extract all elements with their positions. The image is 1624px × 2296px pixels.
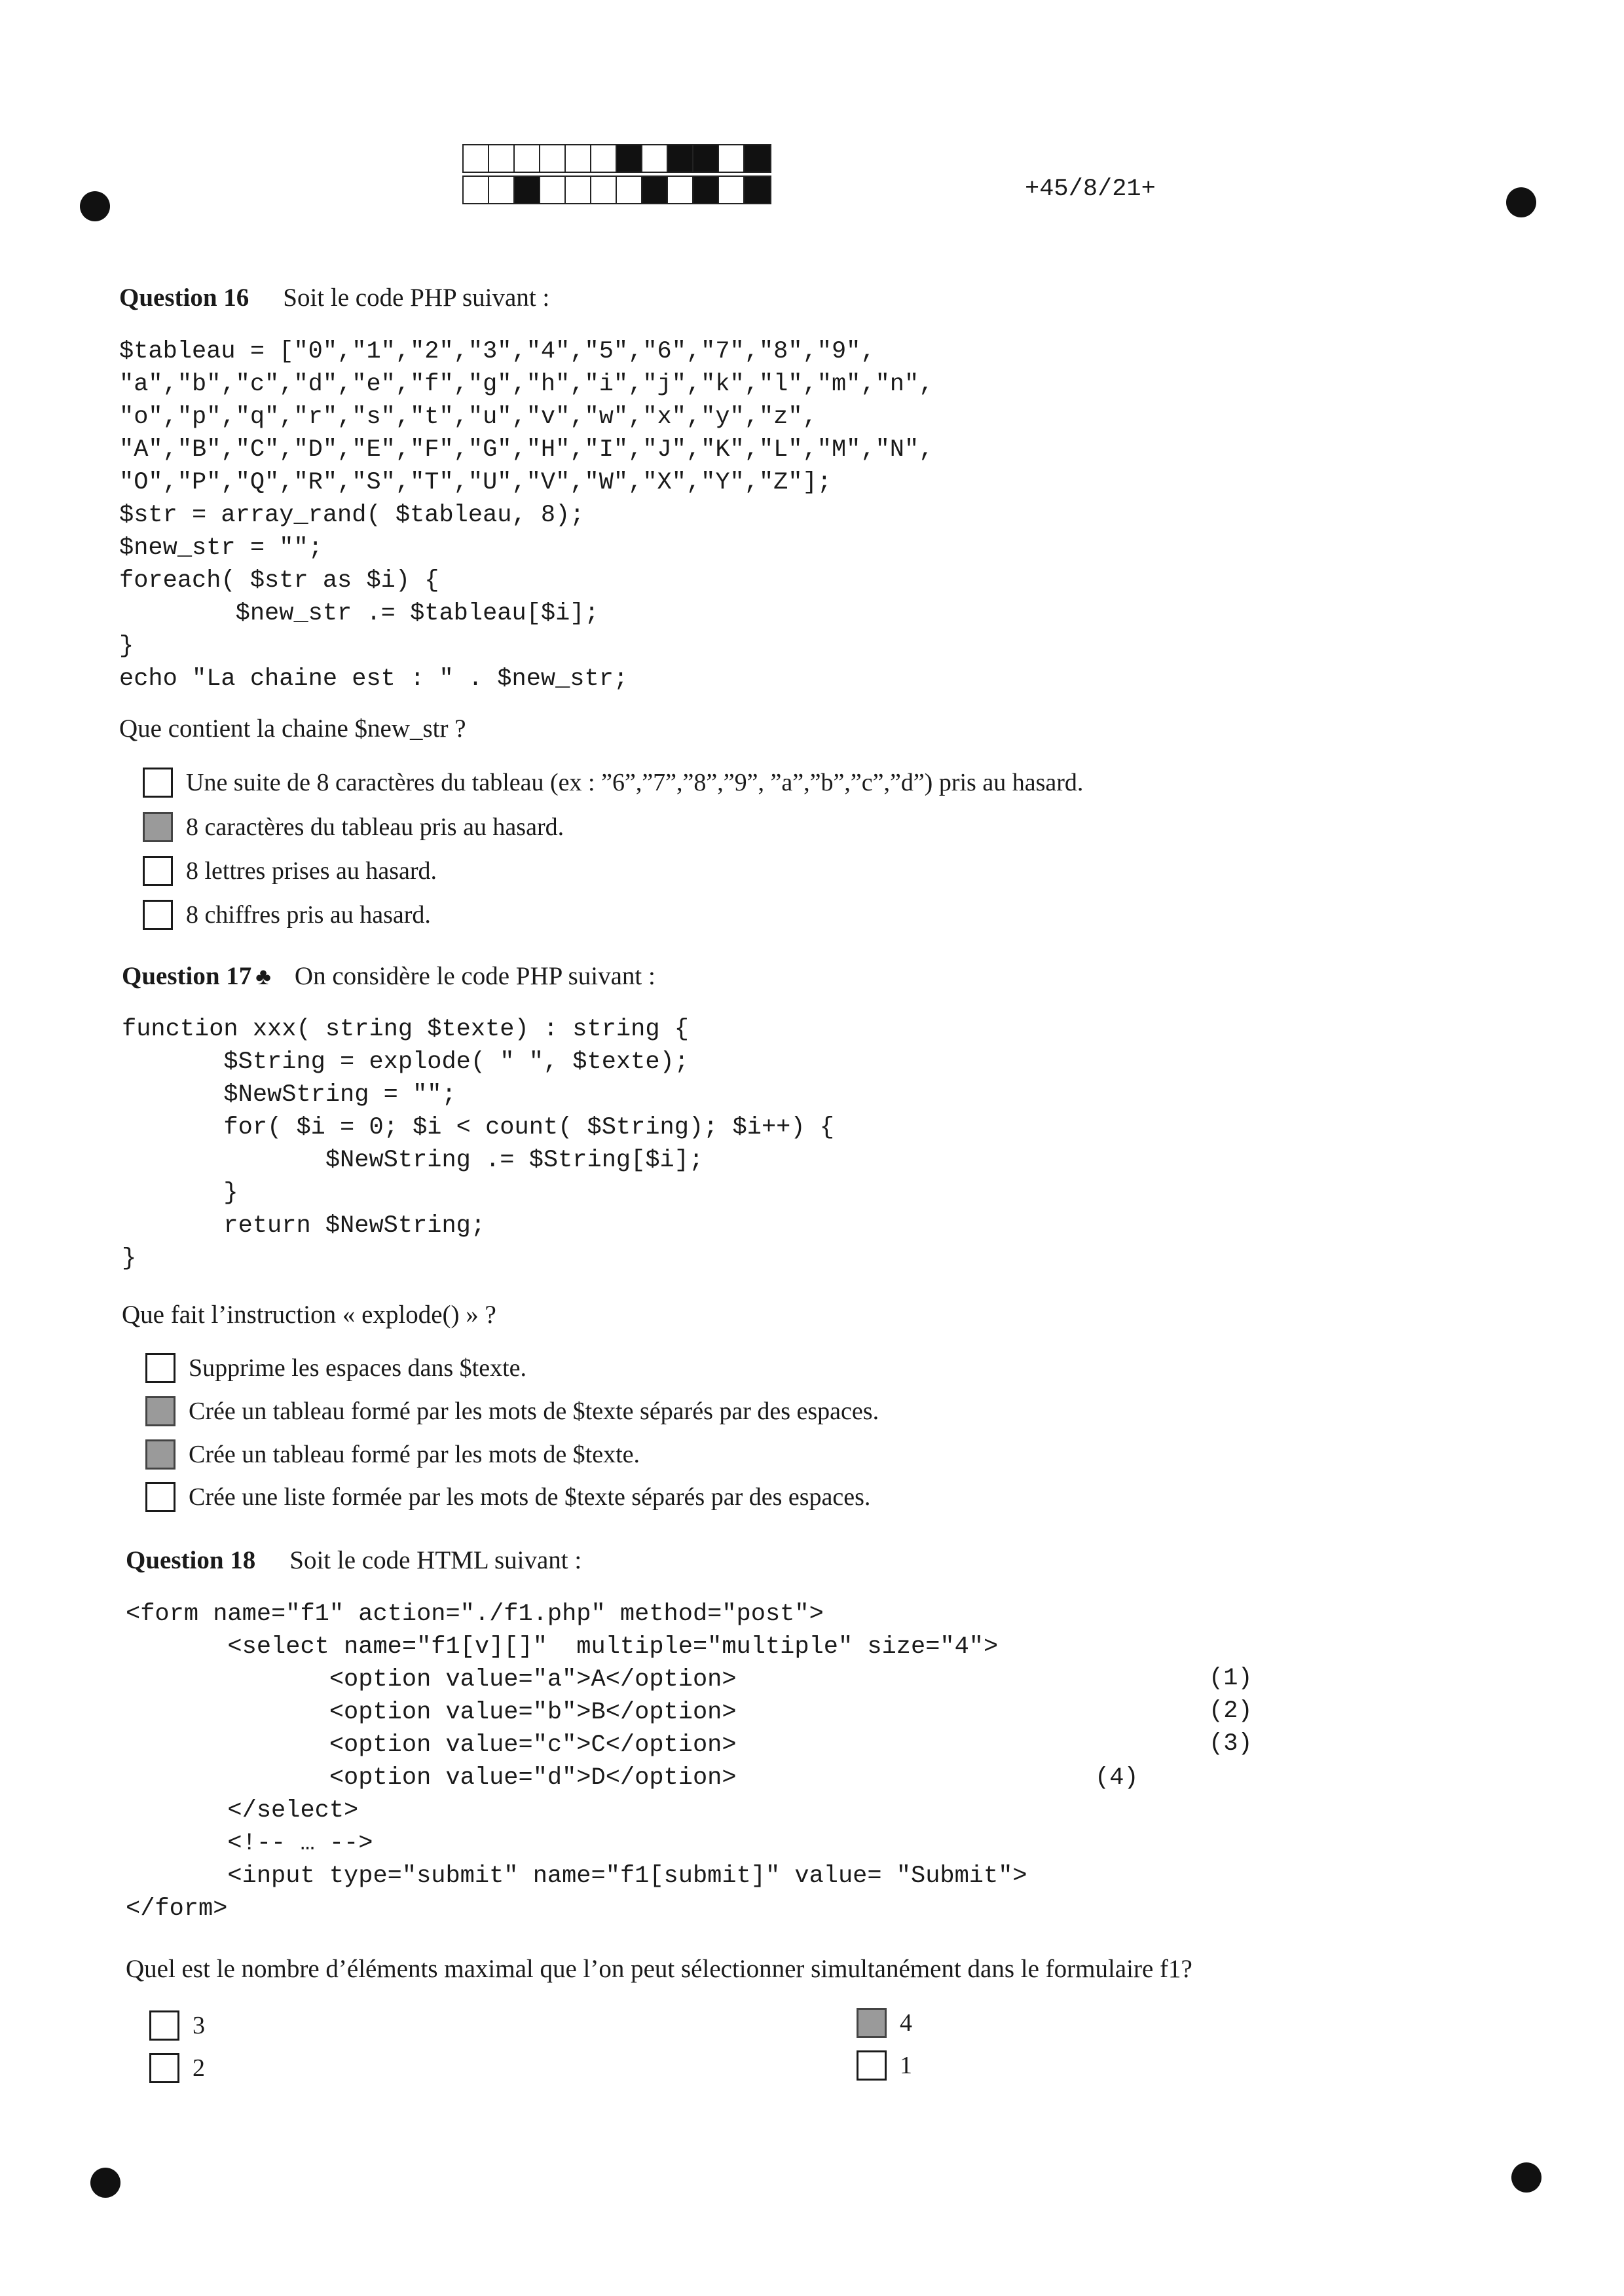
answer-checkbox[interactable]: [143, 768, 173, 798]
answer-label: Crée une liste formée par les mots de $texte séparés par des espaces.: [189, 1483, 871, 1511]
answer-checkbox[interactable]: [145, 1439, 175, 1470]
answer-option[interactable]: [143, 812, 564, 842]
answer-label: Crée un tableau formé par les mots de $texte séparés par des espaces.: [189, 1398, 879, 1425]
code-line-number: (4): [1095, 1764, 1139, 1792]
answer-option[interactable]: [145, 1439, 640, 1470]
multiple-answers-club-icon: ♣: [255, 963, 271, 990]
registration-mark-top-right: [1506, 187, 1536, 217]
answer-option[interactable]: [145, 1353, 526, 1383]
question-number: Question 16: [119, 284, 249, 312]
answer-label: Crée un tableau formé par les mots de $texte.: [189, 1441, 640, 1468]
answer-checkbox[interactable]: [145, 1482, 175, 1512]
answer-option[interactable]: [857, 2008, 912, 2038]
question-18-header: [126, 1546, 581, 1575]
registration-mark-bottom-left: [90, 2168, 120, 2198]
question-prompt: Quel est le nombre d’éléments maximal que l’on peut sélectionner simultanément dans le formulaire f1?: [126, 1955, 1192, 1983]
binary-code-strip-bottom: [462, 176, 771, 204]
code-line-number: (3): [1209, 1730, 1253, 1758]
question-intro: Soit le code PHP suivant :: [283, 284, 550, 312]
question-17-header: [122, 961, 655, 991]
code-line-number: (2): [1209, 1697, 1253, 1725]
answer-label: Supprime les espaces dans $texte.: [189, 1354, 527, 1382]
answer-label: Une suite de 8 caractères du tableau (ex : ”6”,”7”,”8”,”9”, ”a”,”b”,”c”,”d”) pris au hasard.: [186, 769, 1084, 796]
answer-label: 8 caractères du tableau pris au hasard.: [186, 813, 564, 841]
code-line-number: (1): [1209, 1665, 1253, 1692]
question-number: Question 17: [122, 962, 252, 990]
code-block: <form name="f1" action="./f1.php" method="post"> <select name="f1[v][]" multiple="multiple" size="4"> <option value="a">A</option> <option value="b">B</option> <option value="c">C</option> <option value="d">D</option> </select> <!-- … --> <input type="submit" name="f1[submit]" value= "Submit"> </form>: [126, 1601, 1027, 1923]
answer-checkbox[interactable]: [149, 2010, 179, 2041]
code-block: $tableau = ["0","1","2","3","4","5","6","7","8","9", "a","b","c","d","e","f","g","h","i","j","k","l","m","n", "o","p","q","r","s","t","u","v","w","x","y","z", "A","B","C","D","E","F","G","H","I","J","K","L","M","N", "O","P","Q","R","S","T","U","V","W","X","Y","Z"]; $str = array_rand( $tableau, 8); $new_str = ""; foreach( $str as $i) { $new_str .= $tableau[$i]; } echo "La chaine est : " . $new_str;: [119, 338, 934, 693]
answer-option[interactable]: [143, 768, 1083, 798]
answer-option[interactable]: [145, 1396, 879, 1426]
answer-option[interactable]: [149, 2010, 205, 2041]
question-intro: On considère le code PHP suivant :: [294, 962, 655, 990]
binary-code-strip-top: [462, 144, 771, 173]
registration-mark-top-left: [80, 191, 110, 221]
answer-option[interactable]: [857, 2050, 912, 2081]
answer-checkbox[interactable]: [143, 900, 173, 930]
question-intro: Soit le code HTML suivant :: [289, 1546, 582, 1574]
answer-label: 8 lettres prises au hasard.: [186, 857, 437, 885]
question-number: Question 18: [126, 1546, 256, 1574]
answer-label: 2: [193, 2054, 205, 2082]
answer-option[interactable]: [143, 856, 437, 886]
page-identifier: +45/8/21+: [1025, 176, 1156, 203]
answer-checkbox[interactable]: [143, 812, 173, 842]
answer-option[interactable]: [145, 1482, 870, 1512]
answer-checkbox[interactable]: [857, 2050, 887, 2081]
answer-checkbox[interactable]: [145, 1396, 175, 1426]
answer-option[interactable]: [143, 900, 431, 930]
answer-label: 4: [900, 2009, 912, 2037]
answer-checkbox[interactable]: [143, 856, 173, 886]
answer-option[interactable]: [149, 2053, 205, 2083]
answer-label: 8 chiffres pris au hasard.: [186, 901, 431, 929]
answer-checkbox[interactable]: [145, 1353, 175, 1383]
answer-checkbox[interactable]: [857, 2008, 887, 2038]
answer-label: 1: [900, 2052, 912, 2079]
answer-label: 3: [193, 2012, 205, 2039]
registration-mark-bottom-right: [1511, 2162, 1541, 2193]
question-prompt: Que contient la chaine $new_str ?: [119, 714, 466, 743]
question-prompt: Que fait l’instruction « explode() » ?: [122, 1301, 496, 1329]
question-16-header: [119, 283, 549, 312]
answer-checkbox[interactable]: [149, 2053, 179, 2083]
code-block: function xxx( string $texte) : string { $String = explode( " ", $texte); $NewString = ""; for( $i = 0; $i < count( $String); $i++) { $NewString .= $String[$i]; } return $NewString; }: [122, 1016, 834, 1272]
